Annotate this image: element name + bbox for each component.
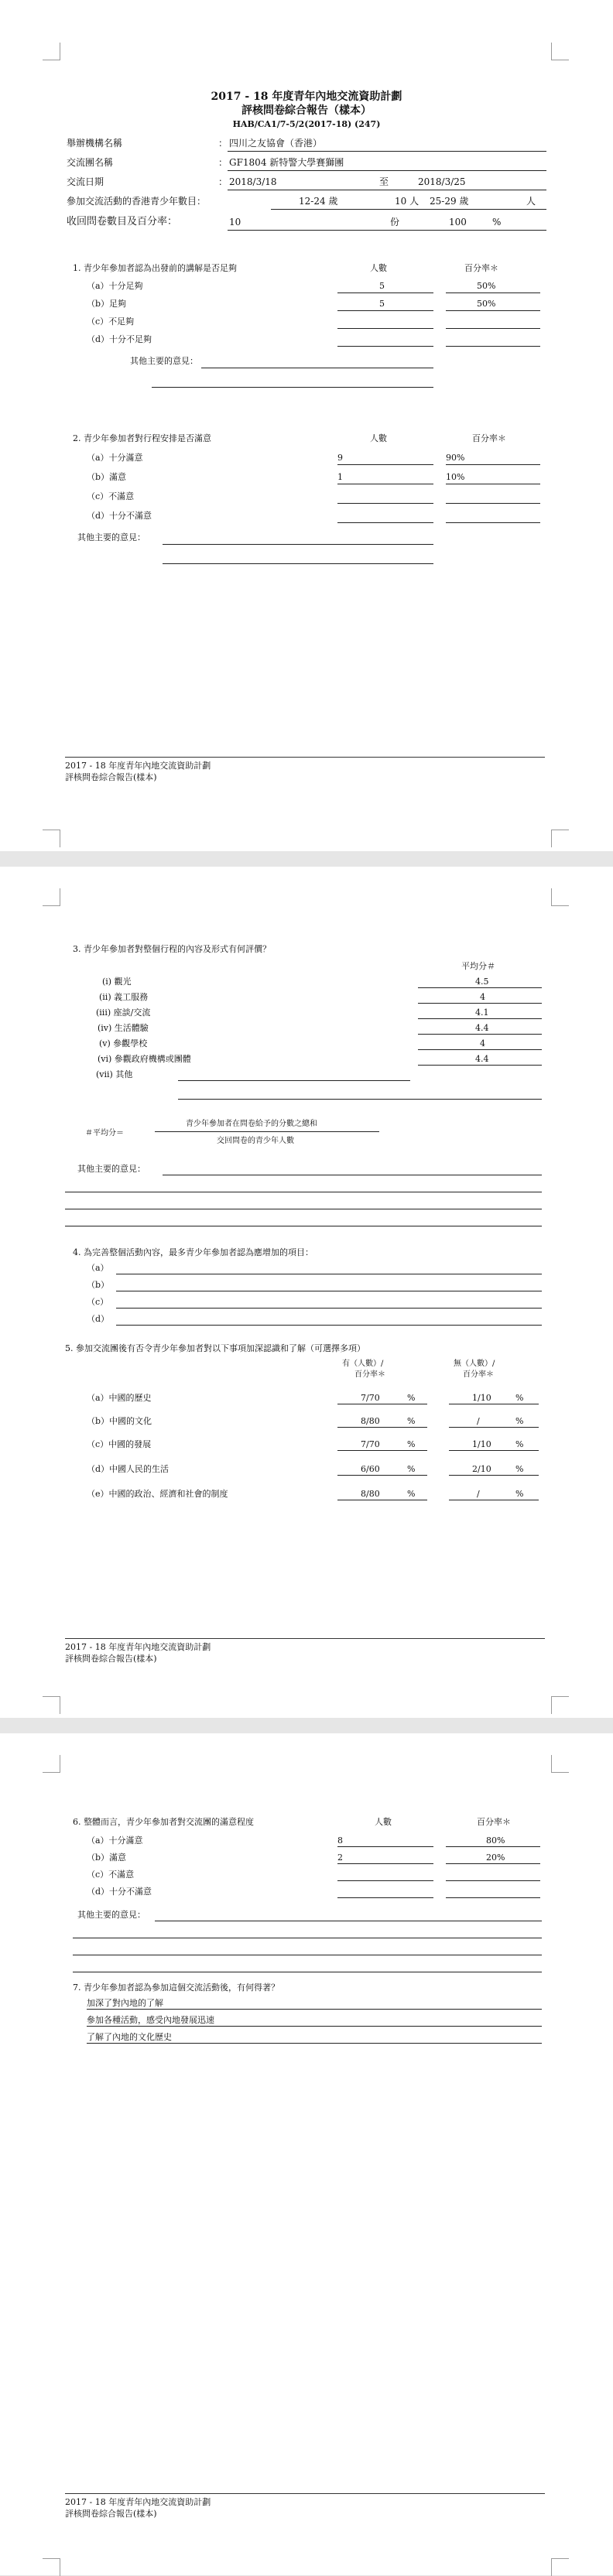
- q3-row-score: 4.5: [475, 977, 489, 987]
- q6-count-header: 人數: [375, 1817, 392, 1827]
- q3-row-label: (vi) 參觀政府機構或團體: [98, 1054, 191, 1064]
- corner-mark: [43, 1755, 60, 1773]
- q6-row-count: 2: [337, 1852, 343, 1863]
- q6-row-label: （a）十分滿意: [87, 1835, 143, 1846]
- q3-row-score: 4: [480, 992, 485, 1002]
- q5-pct-sign: %: [515, 1464, 524, 1474]
- q1-row-pct: 50%: [477, 281, 496, 291]
- q2-title: 2. 青少年參加者對行程安排是否滿意: [73, 433, 211, 443]
- q5-yes-pct-header: 百分率＊: [354, 1370, 385, 1379]
- q7-item: 了解了內地的文化歷史: [87, 2032, 172, 2042]
- q1-row-pct: 50%: [477, 299, 496, 309]
- q3-row-label: (vii) 其他: [96, 1069, 133, 1079]
- date-to-label: 至: [379, 176, 389, 187]
- q3-row-score: 4.4: [475, 1023, 489, 1033]
- q5-row-label: （c）中國的發展: [87, 1439, 152, 1449]
- footer-line-1: 2017 - 18 年度青年內地交流資助計劃: [65, 2497, 211, 2507]
- q3-row-label: (iii) 座談/交流: [96, 1007, 151, 1018]
- q5-row-no: 1/10: [472, 1439, 491, 1449]
- q7-title: 7. 青少年參加者認為參加這個交流活動後，有何得著？: [73, 1982, 279, 1993]
- q1-row-label: （a）十分足夠: [87, 281, 143, 291]
- q6-row-pct: 20%: [486, 1852, 505, 1863]
- q3-row-score: 4.1: [475, 1007, 489, 1018]
- formula-denominator: 交回問卷的青少年人數: [217, 1137, 294, 1145]
- q5-pct-sign: %: [515, 1416, 524, 1426]
- q6-title: 6. 整體而言，青少年參加者對交流團的滿意程度: [73, 1817, 254, 1827]
- corner-mark: [551, 888, 569, 906]
- date-label: 交流日期: [67, 176, 104, 187]
- corner-mark: [43, 43, 60, 60]
- q5-row-no: /: [477, 1489, 480, 1499]
- q3-row-label: (i) 觀光: [102, 977, 132, 987]
- q7-item: 參加各種活動，感受內地發展迅速: [87, 2015, 214, 2025]
- q5-pct-sign: %: [407, 1393, 416, 1403]
- q3-other-label: 其他主要的意見：: [77, 1164, 146, 1174]
- q1-title: 1. 青少年參加者認為出發前的講解是否足夠: [73, 263, 237, 273]
- q4-title: 4. 為完善整個活動內容，最多青少年參加者認為應增加的項目：: [73, 1247, 313, 1257]
- corner-mark: [43, 830, 60, 847]
- q4-item: （a）: [87, 1263, 109, 1273]
- q5-pct-sign: %: [407, 1416, 416, 1426]
- q3-row-score: 4.4: [475, 1054, 489, 1064]
- q5-no-pct-header: 百分率＊: [463, 1370, 494, 1379]
- footer-line-2: 評核問卷綜合報告(樣本): [65, 772, 157, 782]
- corner-mark: [551, 1755, 569, 1773]
- q6-row-count: 8: [337, 1835, 343, 1846]
- q5-row-label: （a）中國的歷史: [87, 1393, 152, 1403]
- count-group-2-unit: 人: [526, 196, 536, 207]
- q5-yes-header: 有（人數）/: [342, 1360, 384, 1368]
- q2-other-label: 其他主要的意見：: [77, 532, 146, 542]
- q6-row-pct: 80%: [486, 1835, 505, 1846]
- page-2: [0, 867, 613, 1718]
- footer-line-2: 評核問卷綜合報告(樣本): [65, 2509, 157, 2519]
- q5-row-yes: 7/70: [361, 1439, 380, 1449]
- corner-mark: [551, 2558, 569, 2576]
- org-label: 舉辦機構名稱: [67, 138, 123, 149]
- q1-other-label: 其他主要的意見：: [130, 356, 198, 366]
- q2-count-header: 人數: [370, 433, 387, 443]
- q4-item: （d）: [87, 1314, 110, 1324]
- footer-line-2: 評核問卷綜合報告(樣本): [65, 1654, 157, 1664]
- q1-row-label: （c）不足夠: [87, 316, 135, 327]
- corner-mark: [43, 1696, 60, 1714]
- q5-row-yes: 8/80: [361, 1489, 380, 1499]
- date-to: 2018/3/25: [418, 176, 466, 187]
- participants-label: 參加交流活動的香港青少年數目：: [67, 196, 207, 207]
- reference-number: HAB/CA1/7-5/2(2017-18) (247): [232, 119, 381, 129]
- q5-pct-sign: %: [407, 1489, 416, 1499]
- page-1: 2017 - 18 年度青年內地交流資助計劃 評核問卷綜合報告（樣本） HAB/CA1/7-5/2(2017-18) (247) 舉辦機構名稱 ： 四川之友協會（香港） 交流團名稱 ： GF1804 新特警大學賽獅團 交流日期 ： 2018/3/18 至 2018/3/25 參加交流活動的香港青少年數目： 12-24 歲 10 人 25-29 歲 人 收回問卷數目及百分率： 10 份 100 % 1. 青少年參加者認為出發前的講解是否足夠 人數 百分率＊ （a）十分足夠 5 50% （b）足夠 5 50% （c）不足夠 （d）十分不足夠 其他主要的意見： 2. 青少年參加者對行程安排是否滿意 人數 百分率＊ （a）十分滿意 9 90% （b）滿意 1 10% （c）不滿意 （d）十分不滿意 其他主要的意見： 2017 - 18 年度青年內地交流資助計劃 評核問卷綜合報告(樣本): [0, 0, 613, 851]
- q5-row-label: （d）中國人民的生活: [87, 1464, 170, 1474]
- age-group-2: 25-29 歲: [430, 196, 469, 207]
- group-value: GF1804 新特警大學賽獅團: [229, 157, 344, 168]
- q2-row-label: （d）十分不滿意: [87, 511, 152, 521]
- corner-mark: [43, 888, 60, 906]
- q1-row-count: 5: [379, 299, 385, 309]
- count-group-1: 10 人: [395, 196, 420, 207]
- formula-numerator: 青少年參加者在問卷給予的分數之總和: [186, 1120, 317, 1128]
- q3-avg-header: 平均分＃: [461, 961, 495, 971]
- returned-unit: 份: [390, 217, 400, 227]
- q2-pct-header: 百分率＊: [472, 433, 506, 443]
- q5-row-no: 1/10: [472, 1393, 491, 1403]
- q2-row-count: 9: [337, 453, 343, 463]
- footer-line-1: 2017 - 18 年度青年內地交流資助計劃: [65, 761, 211, 771]
- group-label: 交流團名稱: [67, 157, 114, 168]
- q1-count-header: 人數: [370, 263, 387, 273]
- q4-item: （b）: [87, 1280, 110, 1290]
- q5-pct-sign: %: [515, 1439, 524, 1449]
- q5-pct-sign: %: [515, 1489, 524, 1499]
- q2-row-label: （c）不滿意: [87, 491, 135, 501]
- q5-row-yes: 7/70: [361, 1393, 380, 1403]
- page-3: [0, 1733, 613, 2575]
- q7-item: 加深了對內地的了解: [87, 1998, 163, 2008]
- q6-row-label: （c）不滿意: [87, 1870, 135, 1880]
- q5-row-yes: 6/60: [361, 1464, 380, 1474]
- q5-pct-sign: %: [407, 1439, 416, 1449]
- q5-pct-sign: %: [515, 1393, 524, 1403]
- q6-other-label: 其他主要的意見：: [77, 1910, 146, 1920]
- q2-row-pct: 90%: [446, 453, 465, 463]
- footer-line-1: 2017 - 18 年度青年內地交流資助計劃: [65, 1642, 211, 1652]
- q2-row-label: （a）十分滿意: [87, 453, 143, 463]
- date-from: 2018/3/18: [229, 176, 277, 187]
- q5-row-label: （b）中國的文化: [87, 1416, 152, 1426]
- corner-mark: [551, 43, 569, 60]
- q5-row-no: /: [477, 1416, 480, 1426]
- corner-mark: [43, 2558, 60, 2576]
- q1-row-label: （b）足夠: [87, 299, 127, 309]
- q3-row-label: (ii) 義工服務: [99, 992, 149, 1002]
- q2-row-count: 1: [337, 472, 343, 482]
- corner-mark: [551, 1696, 569, 1714]
- age-group-1: 12-24 歲: [299, 196, 338, 207]
- returned-pct-unit: %: [492, 217, 502, 227]
- q5-pct-sign: %: [407, 1464, 416, 1474]
- q5-row-label: （e）中國的政治、經濟和社會的制度: [87, 1489, 228, 1499]
- q5-title: 5. 參加交流團後有否令青少年參加者對以下事項加深認識和了解（可選擇多項）: [65, 1343, 365, 1353]
- q2-row-label: （b）滿意: [87, 472, 127, 482]
- q5-no-header: 無（人數）/: [454, 1360, 495, 1368]
- q6-row-label: （b）滿意: [87, 1852, 127, 1863]
- q6-row-label: （d）十分不滿意: [87, 1887, 152, 1897]
- returned-count: 10: [229, 217, 241, 227]
- org-value: 四川之友協會（香港）: [229, 138, 323, 149]
- q1-pct-header: 百分率＊: [464, 263, 498, 273]
- q2-row-pct: 10%: [446, 472, 465, 482]
- q5-row-yes: 8/80: [361, 1416, 380, 1426]
- q1-row-label: （d）十分不足夠: [87, 334, 152, 344]
- q1-row-count: 5: [379, 281, 385, 291]
- returned-label: 收回問卷數目及百分率：: [67, 216, 178, 227]
- q3-row-label: (iv) 生活體驗: [98, 1023, 149, 1033]
- corner-mark: [551, 830, 569, 847]
- page-title: 2017 - 18 年度青年內地交流資助計劃: [211, 91, 402, 103]
- q3-row-score: 4: [480, 1038, 485, 1049]
- page-subtitle: 評核問卷綜合報告（樣本）: [241, 104, 372, 117]
- q3-row-label: (v) 參觀學校: [99, 1038, 148, 1049]
- formula-label: ＃平均分＝: [85, 1129, 124, 1137]
- q3-title: 3. 青少年參加者對整個行程的內容及形式有何評價？: [73, 944, 271, 954]
- returned-pct: 100: [449, 217, 467, 227]
- q4-item: （c）: [87, 1297, 109, 1307]
- q5-row-no: 2/10: [472, 1464, 491, 1474]
- q6-pct-header: 百分率＊: [477, 1817, 511, 1827]
